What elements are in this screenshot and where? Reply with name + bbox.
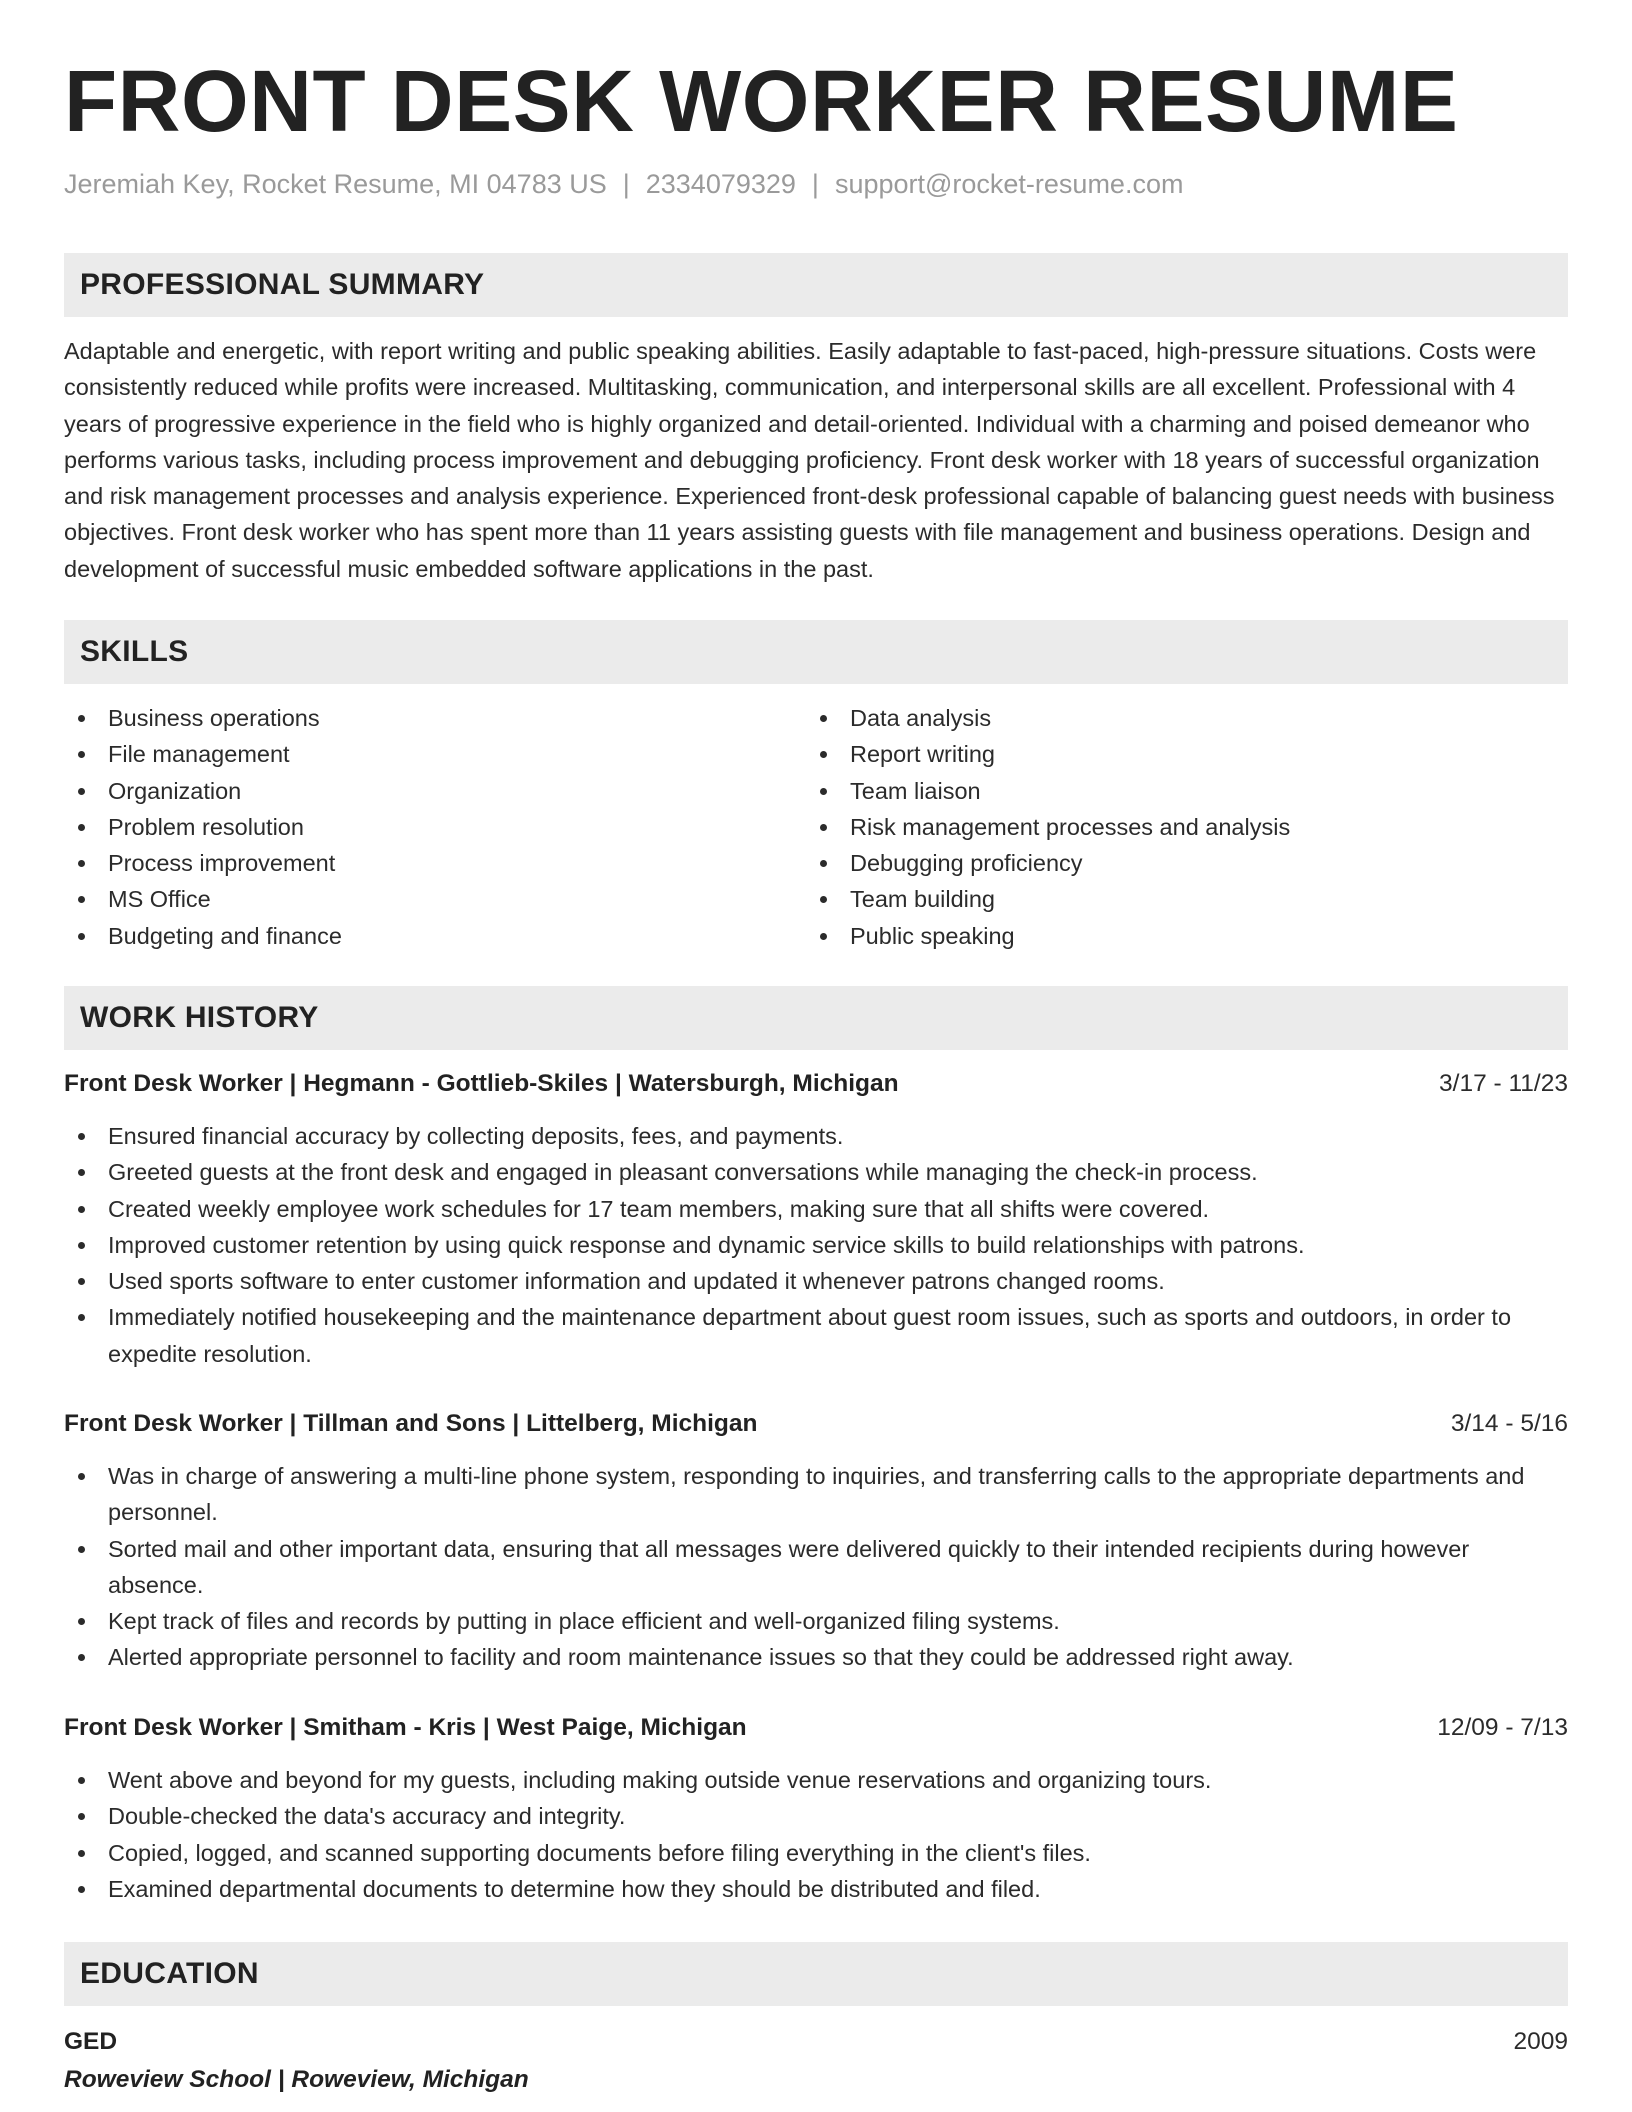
job-header <box>64 1406 1568 1442</box>
section-header-skills <box>64 620 1568 684</box>
section-title-summary: PROFESSIONAL SUMMARY <box>80 268 485 301</box>
section-title-work-history: WORK HISTORY <box>80 1001 319 1034</box>
section-header-work-history <box>64 986 1568 1050</box>
job-bullets <box>64 1458 1568 1676</box>
education-degree: GED <box>64 2028 118 2055</box>
skill-item: File management <box>64 736 804 772</box>
skill-item: Problem resolution <box>64 809 804 845</box>
skill-item: Budgeting and finance <box>64 918 804 954</box>
job-bullets <box>64 1118 1568 1372</box>
section-header-education <box>64 1942 1568 2006</box>
skill-item: MS Office <box>64 881 804 917</box>
job-title: Front Desk Worker | Hegmann - Gottlieb-Skiles | Watersburgh, Michigan <box>64 1070 899 1097</box>
job-bullet: Double-checked the data's accuracy and integrity. <box>64 1798 1568 1834</box>
job-bullet: Was in charge of answering a multi-line phone system, responding to inquiries, and transferring calls to the appropriate departments and personnel. <box>64 1458 1568 1531</box>
job-header <box>64 1066 1568 1102</box>
job-title: Front Desk Worker | Smitham - Kris | West Paige, Michigan <box>64 1714 747 1741</box>
job-bullet: Went above and beyond for my guests, including making outside venue reservations and organizing tours. <box>64 1762 1568 1798</box>
job-bullet: Used sports software to enter customer information and updated it whenever patrons changed rooms. <box>64 1263 1568 1299</box>
section-header-summary <box>64 253 1568 317</box>
skill-item: Debugging proficiency <box>806 845 1546 881</box>
education-year: 2009 <box>1513 2028 1568 2055</box>
skill-item: Organization <box>64 773 804 809</box>
skill-item: Report writing <box>806 736 1546 772</box>
job-dates: 12/09 - 7/13 <box>1437 1714 1568 1741</box>
job-bullet: Immediately notified housekeeping and the maintenance department about guest room issues, such as sports and outdoors, in order to expedite resolution. <box>64 1299 1568 1372</box>
skill-item: Team liaison <box>806 773 1546 809</box>
skill-item: Public speaking <box>806 918 1546 954</box>
job-dates: 3/14 - 5/16 <box>1450 1410 1568 1437</box>
skill-item: Data analysis <box>806 700 1546 736</box>
skills-list-left <box>64 700 804 954</box>
job-bullets <box>64 1762 1568 1907</box>
contact-line <box>64 166 1183 202</box>
contact-address: Jeremiah Key, Rocket Resume, MI 04783 US <box>64 169 607 199</box>
job-header <box>64 1710 1568 1746</box>
section-title-education: EDUCATION <box>80 1957 259 1990</box>
job-bullet: Kept track of files and records by putting in place efficient and well-organized filing systems. <box>64 1603 1568 1639</box>
skill-item: Risk management processes and analysis <box>806 809 1546 845</box>
resume-title: FRONT DESK WORKER RESUME <box>64 53 1459 150</box>
job-bullet: Ensured financial accuracy by collecting deposits, fees, and payments. <box>64 1118 1568 1154</box>
job-bullet: Examined departmental documents to determine how they should be distributed and filed. <box>64 1871 1568 1907</box>
job-title: Front Desk Worker | Tillman and Sons | Littelberg, Michigan <box>64 1410 758 1437</box>
skill-item: Process improvement <box>64 845 804 881</box>
job-bullet: Greeted guests at the front desk and engaged in pleasant conversations while managing the check-in process. <box>64 1154 1568 1190</box>
skill-item: Business operations <box>64 700 804 736</box>
contact-separator: | <box>811 169 819 199</box>
contact-separator: | <box>622 169 630 199</box>
section-title-skills: SKILLS <box>80 635 189 668</box>
job-dates: 3/17 - 11/23 <box>1439 1070 1568 1097</box>
job-bullet: Sorted mail and other important data, ensuring that all messages were delivered quickly to their intended recipients during however absence. <box>64 1531 1568 1604</box>
skills-list-right <box>806 700 1546 954</box>
summary-text: Adaptable and energetic, with report writing and public speaking abilities. Easily adaptable to fast-paced, high-pressure situations. Costs were consistently reduced while profits were increased. Multitasking, communication, and interpersonal skills are all excellent. Professional with 4 years of progressive experience in the field who is highly organized and detail-oriented. Individual with a charming and poised demeanor who performs various tasks, including process improvement and debugging proficiency. Front desk worker with 18 years of successful organization and risk management processes and analysis experience. Experienced front-desk professional capable of balancing guest needs with business objectives. Front desk worker who has spent more than 11 years assisting guests with file management and business operations. Design and development of successful music embedded software applications in the past. <box>64 338 1555 582</box>
contact-phone: 2334079329 <box>645 169 796 199</box>
job-bullet: Created weekly employee work schedules for 17 team members, making sure that all shifts were covered. <box>64 1191 1568 1227</box>
education-school: Roweview School | Roweview, Michigan <box>64 2066 529 2093</box>
job-bullet: Alerted appropriate personnel to facility and room maintenance issues so that they could be addressed right away. <box>64 1639 1568 1675</box>
contact-email: support@rocket-resume.com <box>834 169 1184 199</box>
job-bullet: Copied, logged, and scanned supporting documents before filing everything in the client's files. <box>64 1835 1568 1871</box>
skill-item: Team building <box>806 881 1546 917</box>
job-bullet: Improved customer retention by using quick response and dynamic service skills to build relationships with patrons. <box>64 1227 1568 1263</box>
